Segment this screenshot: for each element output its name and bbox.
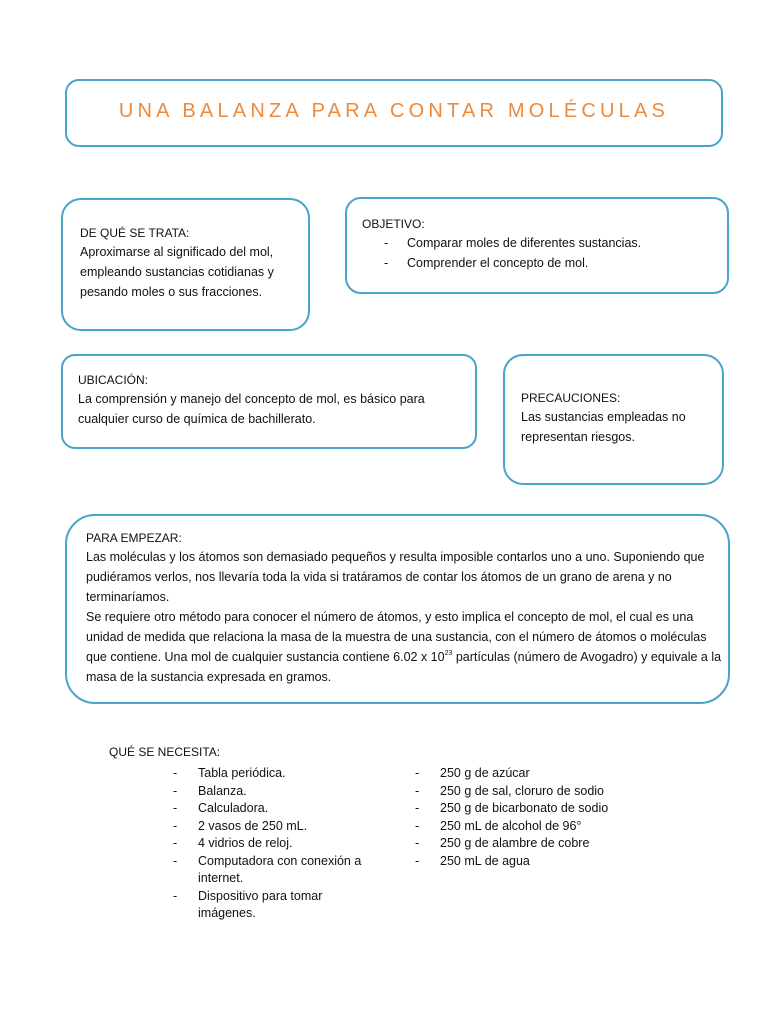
trata-box — [61, 198, 310, 331]
necesita-section — [109, 743, 709, 920]
list-item: - 2 vasos de 250 mL. — [173, 818, 308, 833]
list-item: - Tabla periódica. — [173, 766, 286, 780]
empezar-paragraph-1: Las moléculas y los átomos son demasiado pequeños y resulta imposible contarlos uno a uno. Suponiendo que pudiéramos verlos, nos llevaría toda la vida si tratáramos de contar los átomos de un grano de arena y no terminaríamos. — [86, 550, 705, 604]
trata-heading: DE QUÉ SE TRATA: — [80, 226, 190, 240]
list-item: - 250 g de alambre de cobre — [415, 836, 590, 850]
precauciones-heading: PRECAUCIONES: — [521, 391, 621, 405]
objetivo-list — [362, 233, 722, 273]
list-item: - Dispositivo para tomar imágenes. — [173, 888, 323, 920]
list-item: - 250 g de sal, cloruro de sodio — [415, 783, 604, 798]
empezar-paragraph-2: Se requiere otro método para conocer el número de átomos, y esto implica el concepto de mol, el cual es una unidad de medida que relaciona la masa de la muestra de una sustancia, con el número de átomos o moléculas que contiene. Una mol de cualquier sustancia contiene 6.02 x $10^{23}$ partículas (número de Avogadro) y equivale a la masa de la sustancia expresada en gramos. — [86, 610, 722, 684]
page-title: UNA BALANZA PARA CONTAR MOLÉCULAS — [118, 100, 670, 122]
list-item: - 250 g de bicarbonato de sodio — [415, 801, 609, 815]
list-item: - 250 mL de agua — [415, 853, 530, 868]
list-item: - 4 vidrios de reloj. — [173, 836, 293, 850]
list-item: - Calculadora. — [173, 801, 269, 815]
substances-list — [415, 765, 655, 870]
empezar-box — [65, 514, 730, 704]
list-item: - Comparar moles de diferentes sustancias. — [384, 236, 642, 250]
list-item: - Comprender el concepto de mol. — [384, 256, 589, 270]
trata-body: Aproximarse al significado del mol, empleando sustancias cotidianas y pesando moles o sus fracciones. — [80, 245, 274, 299]
list-item: - 250 mL de alcohol de 96° — [415, 818, 582, 833]
list-item: - Computadora con conexión a internet. — [173, 853, 362, 885]
ubicacion-body: La comprensión y manejo del concepto de mol, es básico para cualquier curso de química de bachillerato. — [78, 392, 425, 426]
ubicacion-heading: UBICACIÓN: — [78, 373, 149, 387]
ubicacion-box — [61, 354, 477, 449]
necesita-heading: QUÉ SE NECESITA: — [109, 745, 221, 759]
precauciones-body: Las sustancias empleadas no representan riesgos. — [521, 410, 686, 444]
list-item: - 250 g de azúcar — [415, 766, 530, 780]
objetivo-box — [345, 197, 729, 294]
title-box — [65, 79, 723, 147]
objetivo-heading: OBJETIVO: — [362, 217, 425, 231]
materials-list — [173, 765, 373, 923]
empezar-heading: PARA EMPEZAR: — [86, 531, 182, 545]
precauciones-box — [503, 354, 724, 485]
list-item: - Balanza. — [173, 783, 247, 798]
avogadro-exponent: 23 — [444, 649, 453, 657]
